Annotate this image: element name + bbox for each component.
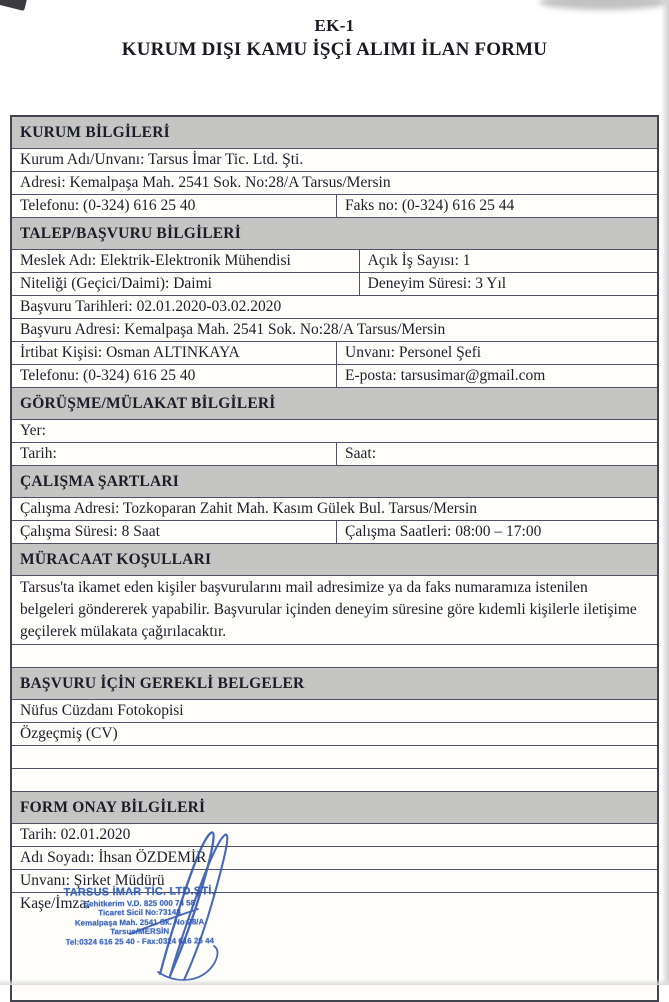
empty-row [12, 768, 657, 791]
field-onay-tarih: Tarih: 02.01.2020 [20, 826, 131, 843]
field-kurum-adresi: Adresi: Kemalpaşa Mah. 2541 Sok. No:28/A Tarsus/Mersin [20, 174, 391, 191]
section-header-kurum-bilgileri: KURUM BİLGİLERİ [12, 117, 657, 148]
table-row [12, 442, 657, 465]
stamp-trade-registry: Ticaret Sicil No:73148 [98, 907, 181, 918]
table-row [12, 171, 657, 194]
table-row [12, 194, 657, 217]
section-header-gerekli-belgeler: BAŞVURU İÇİN GEREKLİ BELGELER [12, 667, 657, 699]
field-calisma-suresi: Çalışma Süresi: 8 Saat [12, 521, 337, 543]
field-belge-nufus: Nüfus Cüzdanı Fotokopisi [20, 702, 184, 719]
stamp-city: Tarsus/MERSİN [110, 926, 170, 937]
field-onay-adi-soyadi: Adı Soyadı: İhsan ÖZDEMİR [20, 849, 207, 866]
table-row [12, 419, 657, 442]
field-kurum-faks: Faks no: (0-324) 616 25 44 [345, 197, 515, 214]
table-row [12, 295, 657, 318]
empty-row [12, 745, 657, 768]
title-ek1: EK-1 [314, 16, 355, 35]
scan-edge-right [661, 0, 669, 985]
stamp-address: Kemalpaşa Mah. 2541 Sk. No:28/A [74, 917, 205, 928]
field-irtibat-unvani: Unvanı: Personel Şefi [345, 344, 482, 361]
field-yer: Yer: [20, 422, 46, 439]
field-basvuru-adresi: Başvuru Adresi: Kemalpaşa Mah. 2541 Sok. No:28/A Tarsus/Mersin [20, 321, 446, 338]
field-calisma-saatleri: Çalışma Saatleri: 08:00 – 17:00 [345, 523, 542, 540]
table-row [12, 699, 657, 722]
field-kurum-adi: Kurum Adı/Unvanı: Tarsus İmar Tic. Ltd. Şti. [20, 151, 304, 168]
table-row [12, 823, 657, 846]
section-header-calisma-sartlari: ÇALIŞMA ŞARTLARI [12, 465, 657, 497]
title-form-name: KURUM DIŞI KAMU İŞÇİ ALIMI İLAN FORMU [121, 39, 548, 60]
empty-row [12, 644, 657, 667]
stamp-phone-fax: Tel:0324 616 25 40 - Fax:0324 616 25 44 [65, 935, 215, 947]
table-row [12, 497, 657, 520]
table-row [12, 272, 657, 295]
field-kase-imza-label: Kaşe/İmza: [20, 895, 91, 912]
field-irtibat-kisisi: İrtibat Kişisi: Osman ALTINKAYA [12, 342, 337, 364]
field-eposta: E-posta: tarsusimar@gmail.com [345, 367, 546, 384]
form-table [10, 115, 659, 1002]
scan-artifact-top-right [539, 0, 669, 10]
scan-edge-bottom [0, 979, 669, 985]
table-row [12, 846, 657, 869]
table-row [12, 520, 657, 543]
field-basvuru-tarihleri: Başvuru Tarihleri: 02.01.2020-03.02.2020 [20, 298, 282, 315]
section-header-talep-basvuru: TALEP/BAŞVURU BİLGİLERİ [12, 217, 657, 249]
field-saat: Saat: [345, 445, 377, 462]
table-row [12, 148, 657, 171]
table-row [12, 249, 657, 272]
field-niteligi: Niteliği (Geçici/Daimi): Daimi [12, 273, 360, 295]
field-kurum-telefonu: Telefonu: (0-324) 616 25 40 [12, 195, 337, 217]
section-header-gorusme-mulakat: GÖRÜŞME/MÜLAKAT BİLGİLERİ [12, 387, 657, 419]
field-onay-unvani: Unvanı: Şirket Müdürü [20, 872, 165, 889]
field-belge-ozgecmis: Özgeçmiş (CV) [20, 725, 118, 742]
field-acik-is-sayisi: Açık İş Sayısı: 1 [367, 252, 471, 269]
section-header-muracaat-kosullari: MÜRACAAT KOŞULLARI [12, 543, 657, 575]
page-title [0, 16, 669, 61]
company-stamp [52, 885, 228, 947]
field-meslek-adi: Meslek Adı: Elektrik-Elektronik Mühendisi [12, 250, 360, 272]
table-row [12, 722, 657, 745]
scan-artifact-top-left [0, 0, 27, 11]
stamp-company-name: TARSUS İMAR TİC. LTD.ŞTİ. [63, 885, 215, 899]
table-row [12, 318, 657, 341]
field-calisma-adresi: Çalışma Adresi: Tozkoparan Zahit Mah. Kasım Gülek Bul. Tarsus/Mersin [20, 500, 478, 517]
field-irtibat-telefonu: Telefonu: (0-324) 616 25 40 [12, 365, 337, 387]
field-tarih: Tarih: [12, 443, 337, 465]
table-row [12, 341, 657, 364]
section-header-form-onay: FORM ONAY BİLGİLERİ [12, 791, 657, 823]
stamp-tax-office: Şehitkerim V.D. 825 000 74 58 [83, 898, 196, 909]
muracaat-paragraph: Tarsus'ta ikamet eden kişiler başvurularını mail adresimize ya da faks numaramıza istenilen belgeleri göndererek yapabilir. Başvurular içinden deneyim süresine göre kıdemli kişilerle iletişime geçilerek mülakata çağırılacaktır. [12, 575, 657, 644]
table-row [12, 364, 657, 387]
field-deneyim-suresi: Deneyim Süresi: 3 Yıl [367, 275, 507, 292]
